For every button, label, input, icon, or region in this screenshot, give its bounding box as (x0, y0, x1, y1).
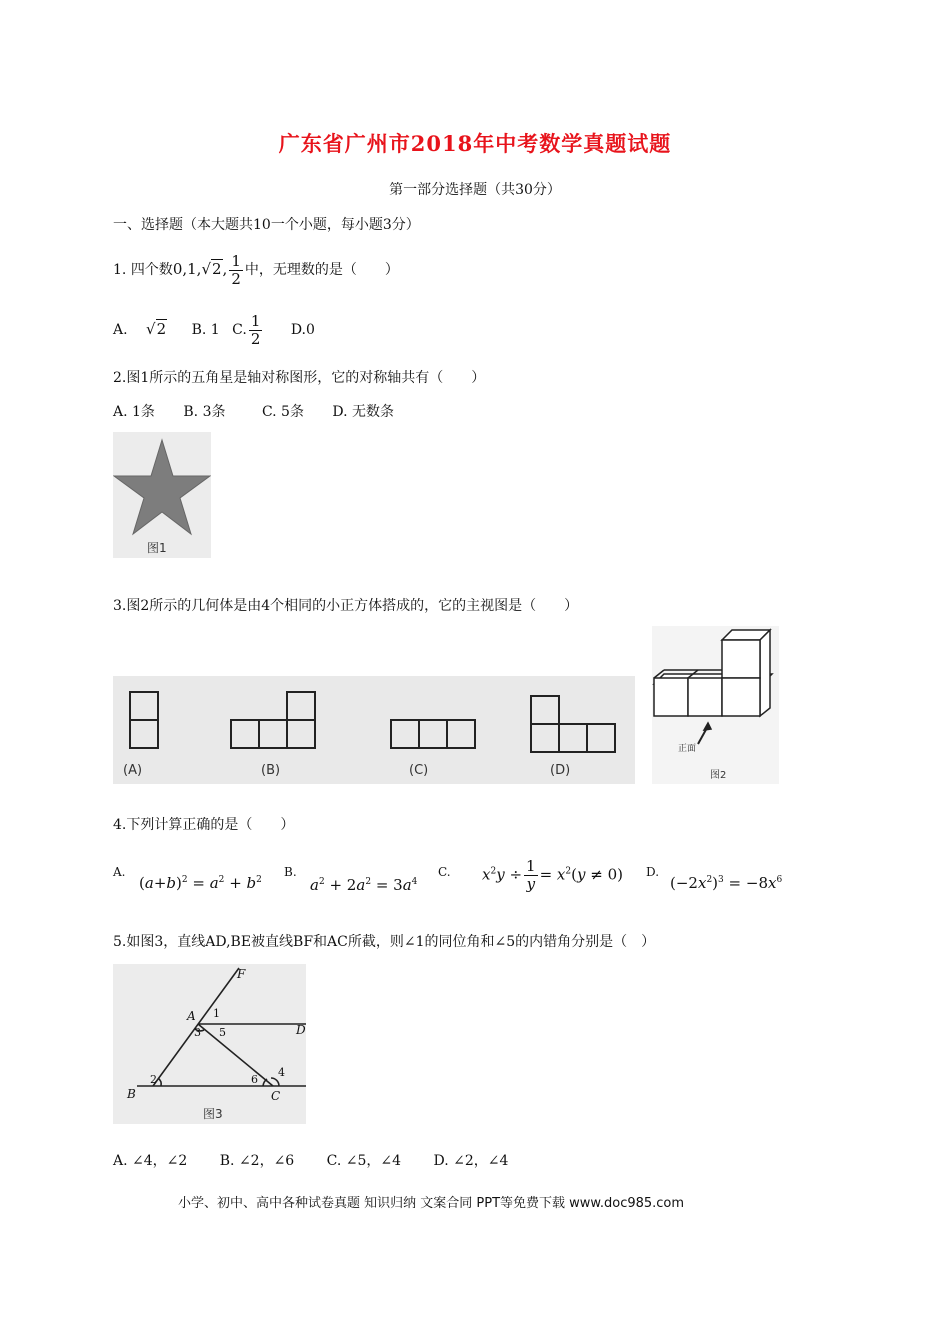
part-heading: 第一部分选择题（共30分） (389, 182, 561, 198)
figure-2-cubes (652, 626, 779, 784)
angle-label: 4 (278, 1066, 285, 1079)
option-label: (A) (123, 763, 143, 778)
q1-option-d: D.0 (290, 322, 315, 338)
q4-option-d: $(-2x^2)^3 = -8x^6$ (670, 874, 783, 892)
point-label: A (187, 1009, 196, 1023)
q1-fraction: $\frac{1}{2}$ (231, 251, 241, 288)
question-2-options (113, 402, 394, 422)
q5-option: D. ∠2，∠4 (433, 1153, 509, 1169)
q1-number: 1. (113, 262, 127, 278)
q5-option: C. ∠5，∠4 (326, 1153, 402, 1169)
angle-label: 1 (213, 1007, 220, 1020)
option-c-shape (391, 720, 475, 748)
page-title: 广东省广州市2018年中考数学真题试题 (278, 131, 672, 156)
figure-1-star (113, 432, 211, 558)
figure-3-caption: 图3 (203, 1107, 223, 1121)
point-label: C (271, 1089, 281, 1103)
q1-list: 0,1, (172, 260, 202, 278)
section-heading: 一、选择题（本大题共10一个小题，每小题3分） (113, 217, 420, 233)
question-3-stem: 3.图2所示的几何体是由4个相同的小正方体搭成的，它的主视图是（ ） (113, 598, 579, 614)
option-label: (D) (550, 763, 571, 778)
q1-option-c: $\frac{1}{2}$ (250, 311, 261, 348)
question-3-options-figure (113, 676, 635, 784)
q5-option: B. ∠2，∠6 (219, 1153, 295, 1169)
option-d-shape (531, 696, 615, 752)
q4-option-a: $(a+b)^2 = a^2 + b^2$ (139, 874, 262, 892)
footer: 小学、初中、高中各种试卷真题 知识归纳 文案合同 PPT等免费下载 www.doc985.com (178, 1196, 685, 1211)
q4-label-a: A. (113, 865, 126, 879)
q4-label-b: B. (284, 865, 297, 879)
point-label: B (127, 1087, 136, 1101)
q5-option: A. ∠4，∠2 (113, 1153, 188, 1169)
q1-suffix: 中，无理数的是（ ） (244, 262, 399, 278)
q1-sqrt: √2 (201, 260, 222, 278)
question-5-options (113, 1151, 508, 1171)
q4-label-c: C. (438, 865, 451, 879)
question-5-stem: 5.如图3，直线AD,BE被直线BF和AC所截，则∠1的同位角和∠5的内错角分别是（ ） (113, 934, 656, 950)
point-label: D (296, 1023, 306, 1037)
q4-label-d: D. (646, 865, 660, 879)
q2-option: C. 5条 (261, 404, 304, 420)
star-icon (114, 440, 210, 534)
q1-prefix: 四个数 (130, 262, 173, 278)
option-label: (C) (409, 763, 429, 778)
q1-option-a: √2 (146, 320, 167, 338)
question-2-stem: 2.图1所示的五角星是轴对称图形，它的对称轴共有（ ） (113, 370, 486, 386)
q2-option: D. 无数条 (332, 404, 395, 420)
question-1-options: A. √2 B. 1 C. $\frac{1}{2}$ D.0 (113, 311, 315, 348)
q4-option-c: $x^2y$ ÷ $\frac{1}{y}$ = $x^2(y \ne 0)$ (482, 857, 623, 893)
figure-2-caption: 图2 (710, 770, 727, 781)
option-b-shape (231, 692, 315, 748)
question-4-stem: 4.下列计算正确的是（ ） (113, 817, 295, 833)
point-label: F (237, 967, 246, 981)
option-label: (B) (261, 763, 281, 778)
option-a-shape (130, 692, 158, 748)
q4-option-b: $a^2 + 2a^2 = 3a^4$ (310, 876, 418, 894)
angle-label: 6 (251, 1073, 258, 1086)
figure-1-caption: 图1 (147, 541, 167, 555)
figure-3-lines (113, 964, 306, 1124)
angle-label: 2 (150, 1073, 157, 1086)
q2-option: B. 3条 (183, 404, 226, 420)
q2-option: A. 1条 (113, 404, 155, 420)
question-1-stem: 1. 四个数0,1,√2, $\frac{1}{2}$ 中，无理数的是（ ） (113, 251, 399, 288)
angle-label: 5 (219, 1026, 226, 1039)
q1-option-b: B. 1 (191, 322, 220, 338)
angle-label: 3 (194, 1026, 201, 1039)
front-label: 正面 (678, 744, 697, 754)
